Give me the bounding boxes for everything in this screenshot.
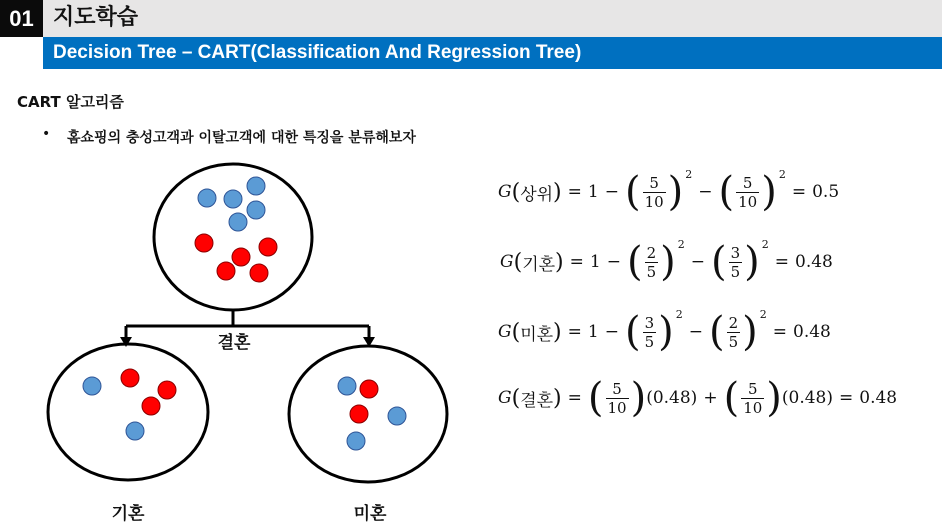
fraction: $\frac{2}{5}$ [646,243,657,281]
subtitle: Decision Tree – CART(Classification And Regression Tree) [53,42,582,63]
eq-weight: (0.48) [646,388,698,408]
left-blue-dot [126,422,144,440]
bullet-marker: • [42,126,51,142]
eq-result: 0.48 [793,322,831,342]
gini-single-equation: G ( 미혼 ) = 1 − ( $\frac{3}{5}$ ) 2 − ( $\frac{2}{5}$ ) 2 = 0.48 [498,307,831,355]
root-red-dot [250,264,268,282]
left-red-dot [121,369,139,387]
eq-label: 결혼 [520,390,554,411]
root-blue-dot [198,189,216,207]
eq-one: 1 [589,252,601,272]
eq-weight: (0.48) [781,388,834,408]
eq-label: 미혼 [520,324,554,345]
eq-symbol: G [498,182,512,202]
root-node [154,164,312,310]
right-red-dot [360,380,378,398]
section-number: 01 [0,0,43,37]
eq-symbol: G [500,252,514,272]
root-red-dot [232,248,250,266]
fraction: $\frac{3}{5}$ [730,243,741,281]
fraction: $\frac{5}{10}$ [743,379,763,417]
eq-symbol: G [498,322,512,342]
right-node-label: 미혼 [353,504,387,524]
root-blue-dot [229,213,247,231]
root-blue-dot [224,190,242,208]
eq-one: 1 [587,182,599,202]
eq-result: 0.48 [795,252,833,272]
fraction: $\frac{5}{10}$ [607,379,627,417]
gini-root-equation: G ( 상위 ) = 1 − ( $\frac{5}{10}$ ) 2 − ( $\frac{5}{10}$ ) 2 = 0.5 [498,167,840,215]
gini-married-equation: G ( 기혼 ) = 1 − ( $\frac{2}{5}$ ) 2 − ( $\frac{3}{5}$ ) 2 = 0.48 [500,237,833,285]
left-node-label: 기혼 [111,504,145,524]
eq-result: 0.48 [859,388,898,408]
left-red-dot [158,381,176,399]
right-blue-dot [338,377,356,395]
fraction: $\frac{5}{10}$ [644,173,664,211]
right-red-dot [350,405,368,423]
left-red-dot [142,397,160,415]
left-blue-dot [83,377,101,395]
bullet-text: 홈쇼핑의 충성고객과 이탈고객에 대한 특징을 분류해보자 [67,130,416,146]
root-blue-dot [247,201,265,219]
split-label: 결혼 [217,333,251,353]
right-blue-dot [347,432,365,450]
eq-label: 기혼 [522,254,556,275]
root-red-dot [217,262,235,280]
left-node [48,344,208,480]
fraction: $\frac{5}{10}$ [738,173,758,211]
fraction: $\frac{3}{5}$ [644,313,655,351]
split-connector [126,311,369,326]
eq-result: 0.5 [812,182,840,202]
eq-label: 상위 [520,184,554,205]
root-red-dot [195,234,213,252]
gini-marriage-split-equation: G ( 결혼 ) = ( $\frac{5}{10}$ ) (0.48) + ( $\frac{5}{10}$ ) (0.48) = 0.48 [498,375,898,421]
section-title: CART 알고리즘 [17,93,124,111]
root-blue-dot [247,177,265,195]
page-title: 지도학습 [53,5,139,30]
fraction: $\frac{2}{5}$ [728,313,739,351]
eq-symbol: G [498,388,512,408]
eq-one: 1 [587,322,599,342]
right-blue-dot [388,407,406,425]
root-red-dot [259,238,277,256]
